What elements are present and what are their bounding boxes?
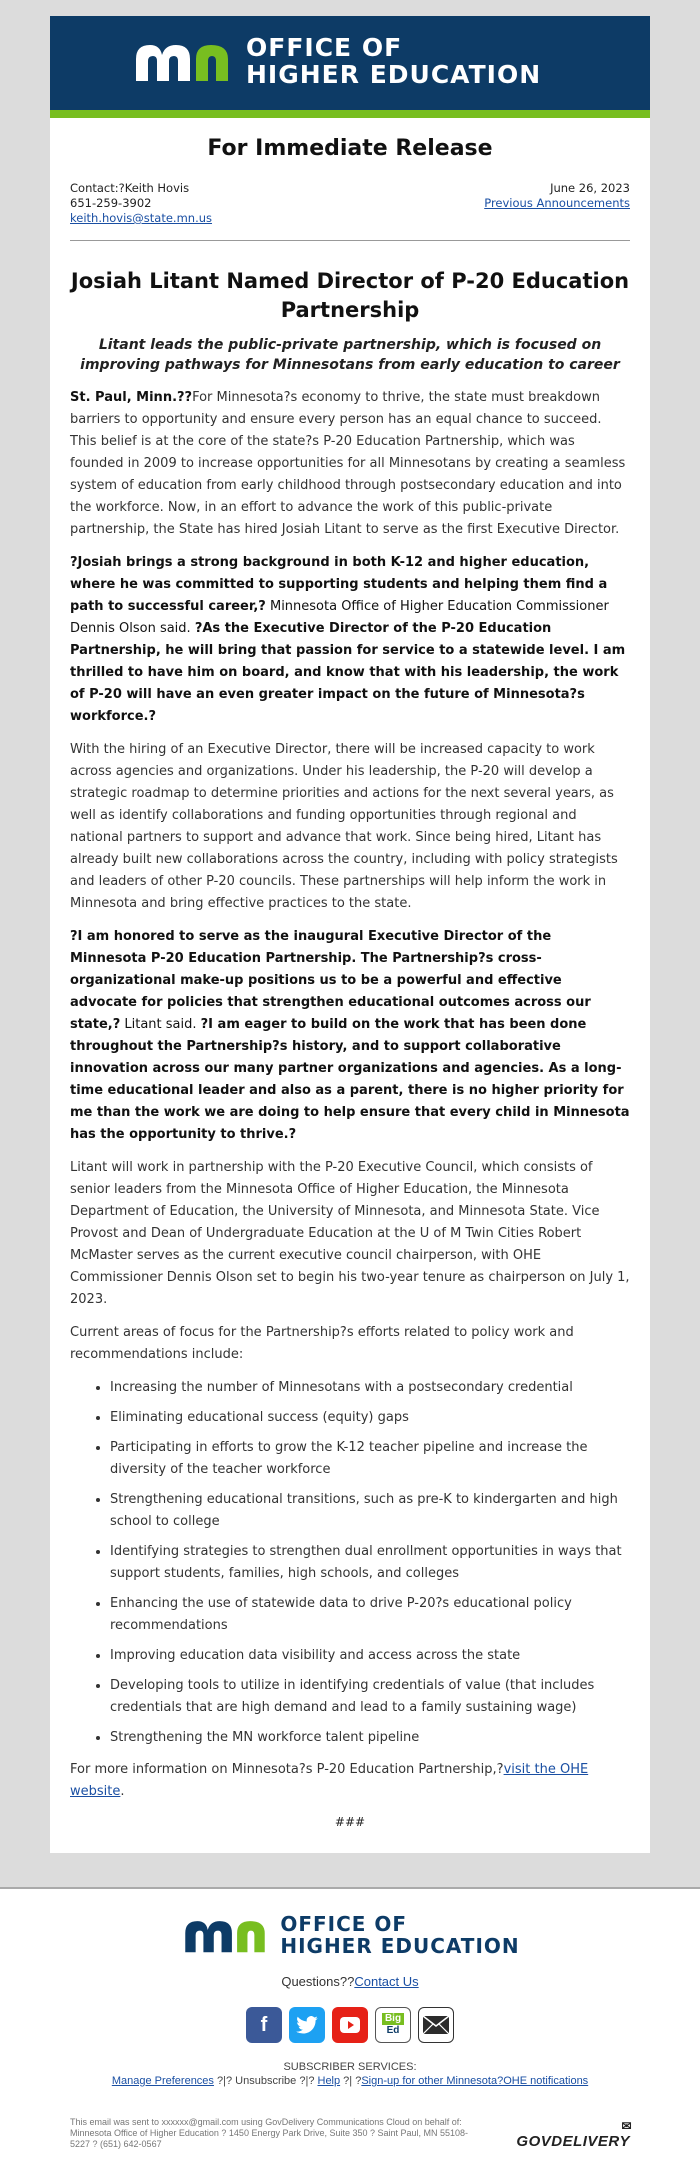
quote-litant-part-2: ?I am eager to build on the work that has been done throughout the Partnership?s history, and to support collaborative innovation across our many partner organizations and agencies. As a long-time educational leader and also as a parent, there is no higher priority for me than the work we are doing to help ensure that every child in Minnesota has the opportunity to thrive.? bbox=[70, 1017, 630, 1142]
ohe-logo[interactable] bbox=[130, 34, 541, 88]
contact-us-link[interactable]: Contact Us bbox=[354, 1974, 419, 1989]
release-date: June 26, 2023 bbox=[550, 181, 630, 195]
page bbox=[0, 16, 700, 2160]
envelope-glyph bbox=[422, 2015, 450, 2035]
govdelivery-text: GOVDELIVERY bbox=[516, 2133, 630, 2150]
divider bbox=[70, 240, 630, 241]
list-item: • Increasing the number of Minnesotans with a postsecondary credential bbox=[110, 1377, 630, 1399]
contact-block bbox=[50, 181, 650, 226]
logo-line-1: OFFICE OF bbox=[246, 33, 403, 62]
big-ed-text-1: Big bbox=[382, 2013, 404, 2025]
signup-link[interactable]: Sign-up for other Minnesota?OHE notifications bbox=[361, 2075, 589, 2087]
big-ed-text-2: Ed bbox=[386, 2025, 400, 2036]
list-item: • Strengthening the MN workforce talent pipeline bbox=[110, 1727, 630, 1749]
twitter-bird-glyph bbox=[296, 2016, 318, 2034]
footer-logo-line-1: OFFICE OF bbox=[280, 1912, 408, 1936]
facebook-icon[interactable]: f bbox=[246, 2007, 282, 2043]
article-title: Josiah Litant Named Director of P-20 Education Partnership bbox=[70, 269, 630, 322]
list-item: • Enhancing the use of statewide data to drive P-20?s educational policy recommendations bbox=[110, 1593, 630, 1637]
quote-olson bbox=[70, 552, 630, 728]
article-subtitle: Litant leads the public-private partnership, which is focused on improving pathways for Minnesotans from early education to career bbox=[80, 337, 620, 373]
logo-line-2: HIGHER EDUCATION bbox=[246, 60, 542, 89]
contact-left bbox=[70, 181, 212, 226]
envelope-mini-icon: ✉ bbox=[621, 2119, 632, 2133]
play-glyph bbox=[340, 2017, 360, 2033]
mn-logo-icon bbox=[180, 1916, 270, 1954]
footer-logo[interactable] bbox=[180, 1913, 519, 1957]
paragraph-5: Litant will work in partnership with the P-20 Executive Council, which consists of senior leaders from the Minnesota Office of Higher Education, the Minnesota Department of Education, the University of Minnesota, and Minnesota State. Vice Provost and Dean of Undergraduate Education at the U of M Twin Cities Robert McMaster serves as the current executive council chairperson, with OHE Commissioner Dennis Olson set to begin his two-year tenure as chairperson on July 1, 2023. bbox=[70, 1160, 630, 1307]
more-info bbox=[70, 1759, 630, 1803]
list-item: • Improving education data visibility and access across the state bbox=[110, 1645, 630, 1667]
focus-list bbox=[70, 1377, 630, 1749]
subscriber-services-title: SUBSCRIBER SERVICES: bbox=[283, 2061, 417, 2073]
subscriber-services-links bbox=[0, 2075, 700, 2087]
fineprint-row bbox=[70, 2117, 630, 2150]
dateline: St. Paul, Minn.?? bbox=[70, 390, 193, 405]
release-heading: For Immediate Release bbox=[207, 136, 493, 161]
spacer bbox=[0, 1853, 700, 1887]
more-info-text: For more information on Minnesota?s P-20 Education Partnership,? bbox=[70, 1762, 504, 1777]
email-envelope-icon[interactable] bbox=[418, 2007, 454, 2043]
contact-email-link[interactable]: keith.hovis@state.mn.us bbox=[70, 211, 213, 225]
list-item: • Participating in efforts to grow the K-12 teacher pipeline and increase the diversity of the teacher workforce bbox=[110, 1437, 630, 1481]
youtube-icon[interactable] bbox=[332, 2007, 368, 2043]
email-card bbox=[50, 16, 650, 1853]
big-ed-blog-icon[interactable] bbox=[375, 2007, 411, 2043]
footer bbox=[0, 1887, 700, 2160]
article-body bbox=[50, 267, 650, 1853]
twitter-icon[interactable] bbox=[289, 2007, 325, 2043]
list-item: • Strengthening educational transitions, such as pre-K to kindergarten and high school to college bbox=[110, 1489, 630, 1533]
logo-text bbox=[246, 34, 541, 88]
quote-litant-part-1: ?I am honored to serve as the inaugural Executive Director of the Minnesota P-20 Education Partnership. The Partnership?s cross-organizational make-up positions us to be a powerful and effective advocate for policies that strengthen educational outcomes across our state,? bbox=[70, 929, 591, 1032]
fineprint-text: This email was sent to xxxxxx@gmail.com using GovDelivery Communications Cloud on behalf of: Minnesota Office of Higher Education ? 1450 Energy Park Drive, Suite 350 ? Saint Paul, MN 55108-5227 ? (651) 642-0567 bbox=[70, 2117, 469, 2149]
contact-name: Contact:?Keith Hovis bbox=[70, 181, 190, 195]
social-links bbox=[0, 2007, 700, 2043]
quote-olson-attribution: Minnesota Office of Higher Education Commissioner Dennis Olson said. bbox=[70, 599, 609, 636]
contact-phone: 651-259-3902 bbox=[70, 196, 152, 210]
quote-litant-attribution: Litant said. bbox=[120, 1017, 201, 1032]
list-item: • Identifying strategies to strengthen dual enrollment opportunities in ways that support students, families, high schools, and colleges bbox=[110, 1541, 630, 1585]
footer-logo-text bbox=[280, 1913, 519, 1957]
paragraph-1-text: For Minnesota?s economy to thrive, the state must breakdown barriers to opportunity and ensure every person has an equal chance to succeed. This belief is at the core of the state?s P-20 Education Partnership, which was founded in 2009 to increase opportunities for all Minnesotans by creating a seamless system of education from early childhood through postsecondary education and into the workforce. Now, in an effort to advance the work of this public-private partnership, the State has hired Josiah Litant to serve as the first Executive Director. bbox=[70, 390, 626, 537]
paragraph-3: With the hiring of an Executive Director, there will be increased capacity to work across agencies and organizations. Under his leadership, the P-20 will develop a strategic roadmap to determine priorities and actions for the next several years, as well as identify collaborations and funding opportunities through regional and national partners to support and advance that work. Since being hired, Litant has already built new collaborations across the country, including with policy strategists and leaders of other P-20 councils. These partnerships will help inform the work in Minnesota and bring effective practices to the state. bbox=[70, 742, 618, 911]
header-banner bbox=[50, 16, 650, 118]
quote-olson-part-2: ?As the Executive Director of the P-20 Education Partnership, he will bring that passion for service to a statewide level. I am thrilled to have him on board, and know that with his leadership, the work of P-20 will have an even greater impact on the future of Minnesota?s workforce.? bbox=[70, 621, 626, 724]
questions-text: Questions?? bbox=[281, 1974, 355, 1989]
more-info-end: . bbox=[120, 1784, 125, 1799]
contact-right bbox=[484, 181, 630, 226]
previous-announcements-link[interactable]: Previous Announcements bbox=[484, 196, 630, 210]
end-mark: ### bbox=[334, 1815, 366, 1829]
questions-line bbox=[0, 1974, 700, 1989]
paragraph-1 bbox=[70, 387, 630, 541]
quote-litant bbox=[70, 926, 630, 1146]
help-link[interactable]: Help bbox=[317, 2075, 341, 2087]
govdelivery-logo bbox=[516, 2119, 632, 2150]
paragraph-6: Current areas of focus for the Partnership?s efforts related to policy work and recommendations include: bbox=[70, 1325, 574, 1362]
quote-olson-part-1: ?Josiah brings a strong background in both K-12 and higher education, where he was committed to supporting students and helping them find a path to successful career,? bbox=[70, 555, 608, 614]
services-separator-2: ?| ? bbox=[340, 2075, 362, 2087]
footer-logo-line-2: HIGHER EDUCATION bbox=[280, 1934, 520, 1958]
ohe-website-link[interactable]: visit the OHE website bbox=[70, 1762, 589, 1799]
mn-logo-icon bbox=[130, 39, 234, 83]
list-item: • Developing tools to utilize in identifying credentials of value (that includes credentials that are high demand and lead to a family sustaining wage) bbox=[110, 1675, 630, 1719]
services-separator-1: ?|? Unsubscribe ?|? bbox=[213, 2075, 318, 2087]
manage-preferences-link[interactable]: Manage Preferences bbox=[111, 2075, 214, 2087]
list-item: • Eliminating educational success (equity) gaps bbox=[110, 1407, 630, 1429]
